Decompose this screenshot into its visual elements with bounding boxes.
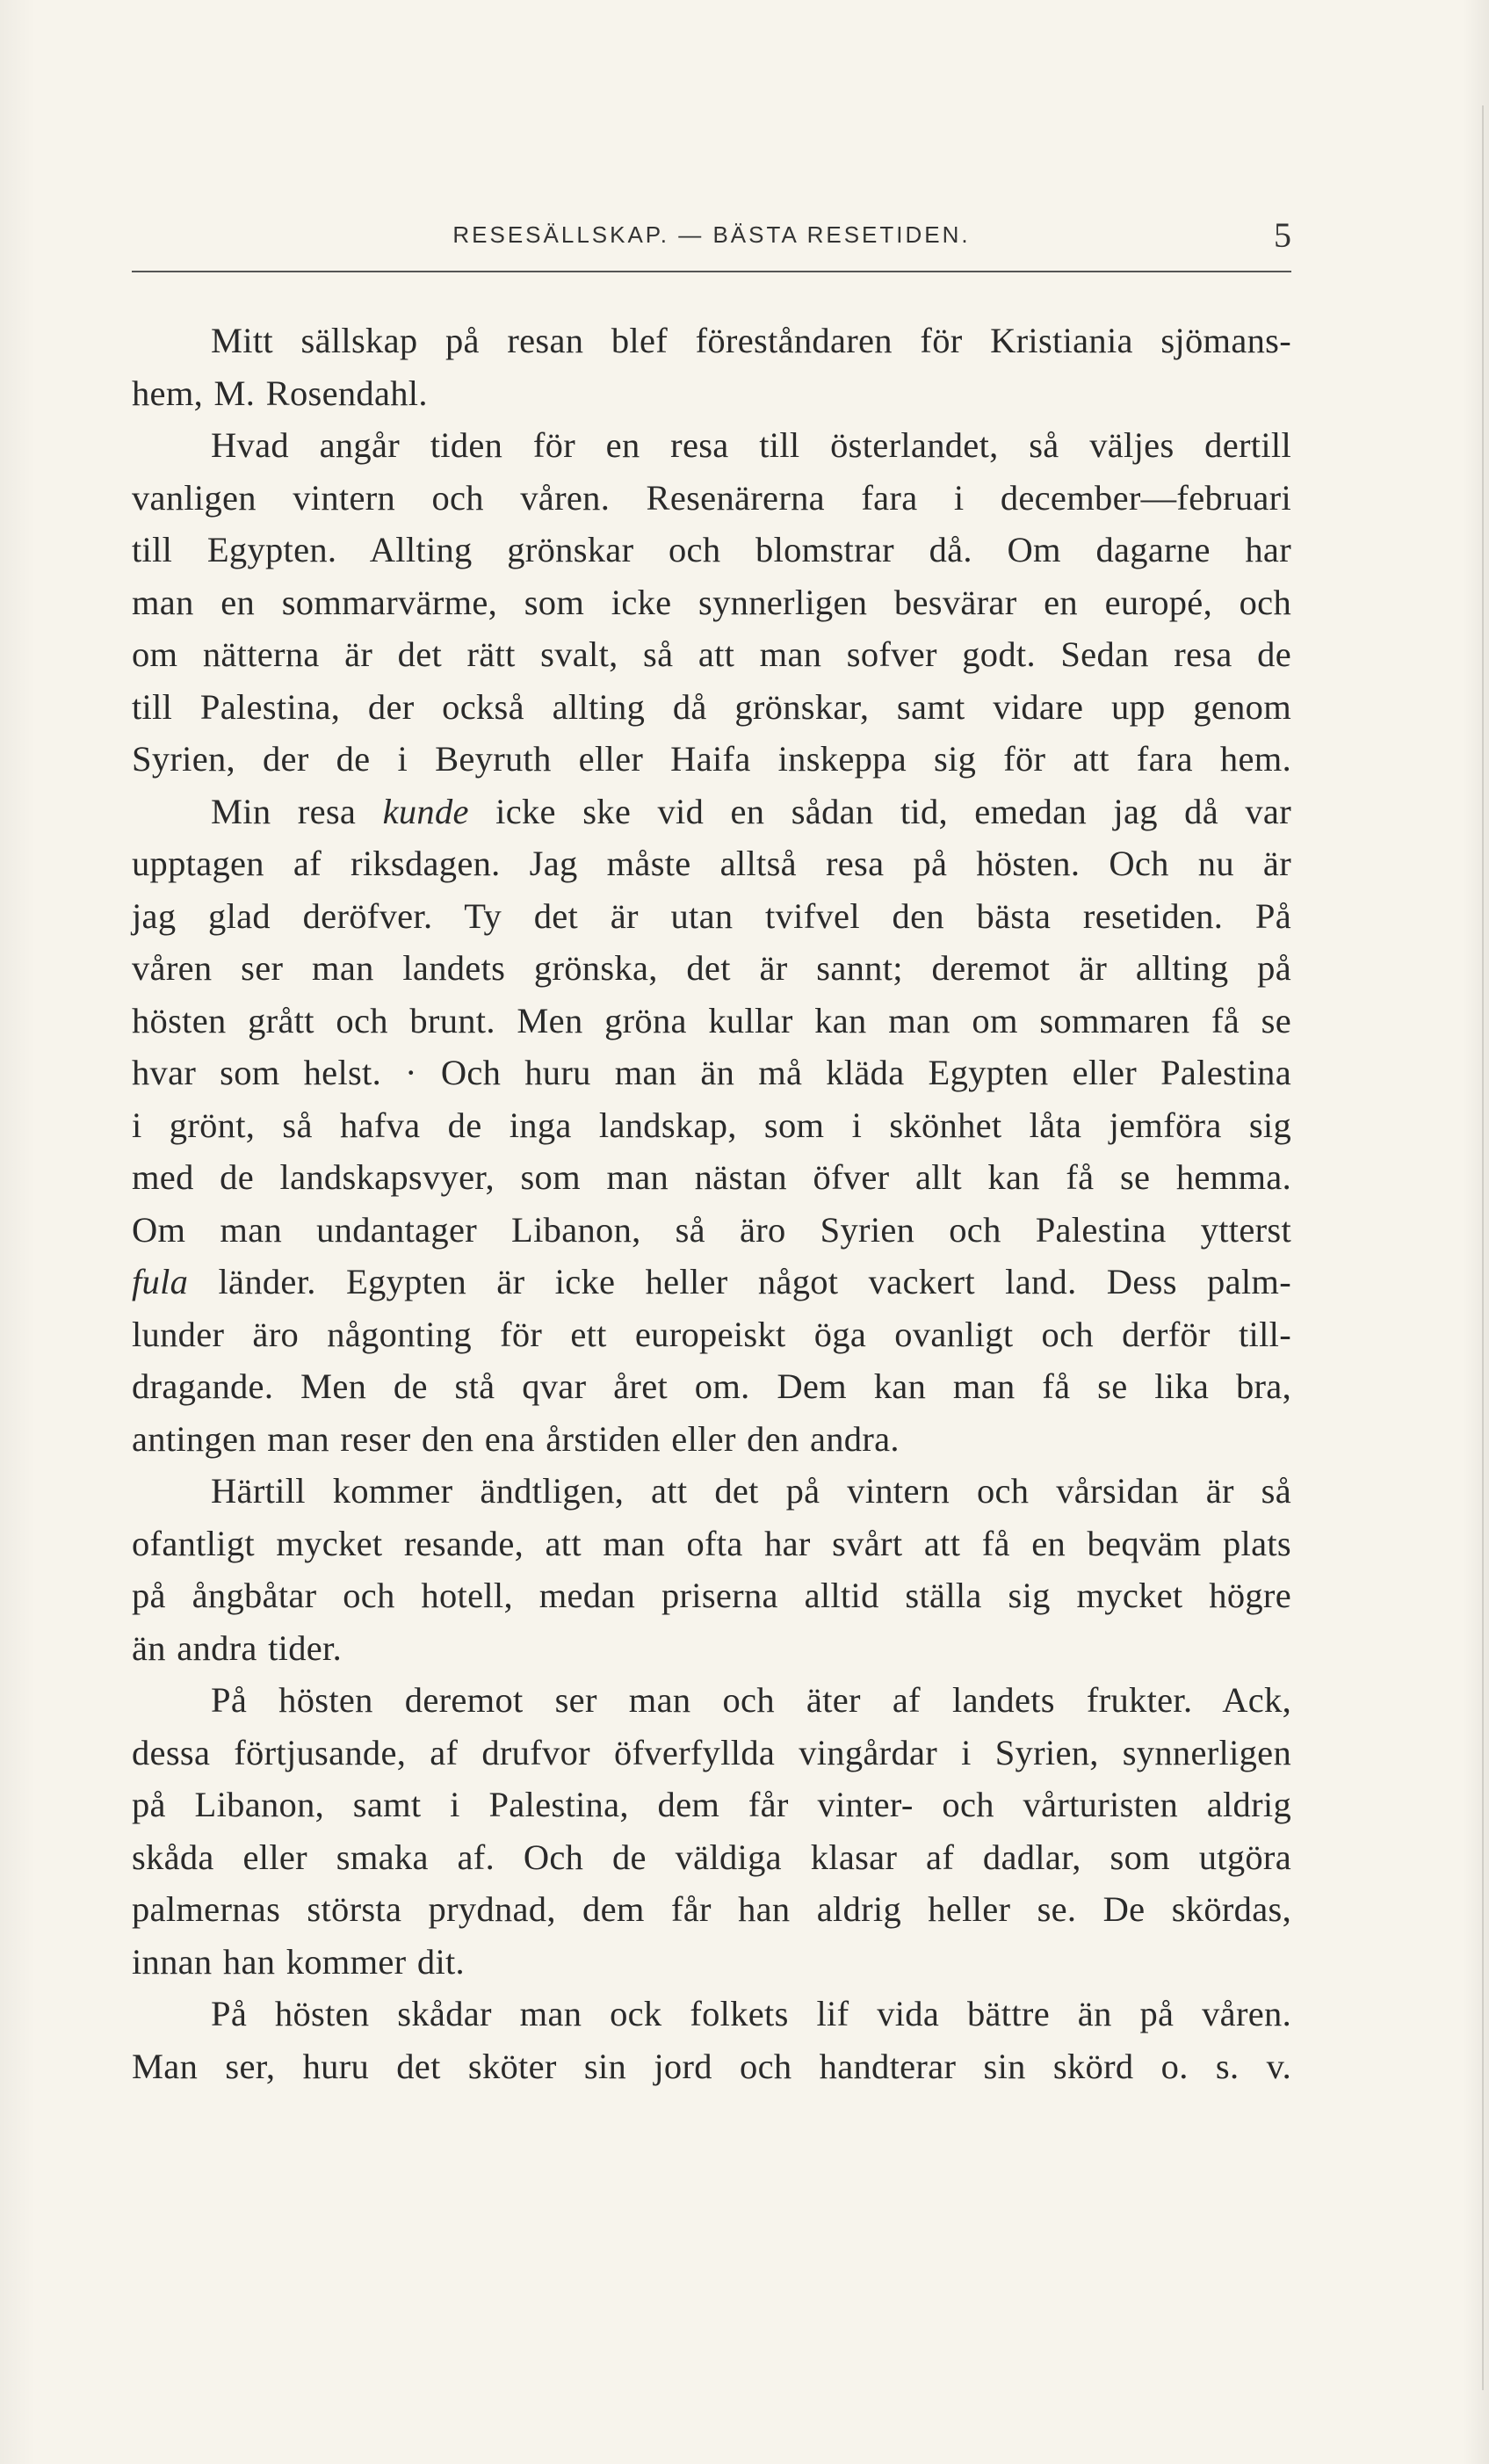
text-line: Mitt sällskap på resan blef föreståndaren för Kristiania sjömans- (211, 321, 1291, 360)
text-line: man en sommarvärme, som icke synnerligen besvärar en europé, och (132, 582, 1291, 622)
text-segment: Min resa (211, 791, 383, 831)
text-line: skåda eller smaka af. Och de väldiga klasar af dadlar, som utgöra (132, 1837, 1291, 1877)
text-line (132, 1256, 1291, 1308)
text-line: Man ser, huru det sköter sin jord och handterar sin skörd o. s. v. (132, 2046, 1291, 2086)
text-line: Hvad angår tiden för en resa till österlandet, så väljes dertill (211, 425, 1291, 465)
text-line: hvar som helst. · Och huru man än må kläda Egypten eller Palestina (132, 1053, 1291, 1092)
text-line: på ångbåtar och hotell, medan priserna alltid ställa sig mycket högre (132, 1576, 1291, 1615)
text-line: med de landskapsvyer, som man nästan öfver allt kan få se hemma. (132, 1157, 1291, 1197)
text-line: dragande. Men de stå qvar året om. Dem kan man få se lika bra, (132, 1366, 1291, 1406)
text-line: Syrien, der de i Beyruth eller Haifa inskeppa sig för att fara hem. (132, 739, 1291, 779)
text-line: i grönt, så hafva de inga landskap, som i skönhet låta jemföra sig (132, 1105, 1291, 1145)
text-line: ofantligt mycket resande, att man ofta har svårt att få en beqväm plats (132, 1523, 1291, 1563)
text-line: vanligen vintern och våren. Resenärerna fara i december—februari (132, 477, 1291, 518)
text-line: innan han kommer dit. (132, 1941, 465, 1982)
text-segment: icke ske vid en sådan tid, emedan jag då var (468, 791, 1291, 831)
text-line: palmernas största prydnad, dem får han aldrig heller se. De skördas, (132, 1889, 1291, 1929)
text-segment: länder. Egypten är icke heller något vackert land. Dess palm- (188, 1262, 1291, 1301)
text-line (132, 786, 1291, 838)
body-text (132, 315, 1291, 2092)
italic-text: fula (132, 1262, 189, 1301)
text-line: till Egypten. Allting grönskar och blomstrar då. Om dagarne har (132, 530, 1291, 569)
text-line: På hösten skådar man ock folkets lif vida bättre än på våren. (211, 1994, 1291, 2033)
text-line: Härtill kommer ändtligen, att det på vintern och vårsidan är så (211, 1471, 1291, 1511)
header-rule (132, 271, 1291, 272)
text-line: om nätterna är det rätt svalt, så att man sofver godt. Sedan resa de (132, 634, 1291, 674)
text-line: våren ser man landets grönska, det är sannt; deremot är allting på (132, 948, 1291, 988)
text-line: Om man undantager Libanon, så äro Syrien och Palestina ytterst (132, 1209, 1291, 1250)
running-head (132, 209, 1291, 271)
text-line: än andra tider. (132, 1627, 343, 1668)
text-line: antingen man reser den ena årstiden eller den andra. (132, 1418, 900, 1459)
text-line: jag glad deröfver. Ty det är utan tvifvel den bästa resetiden. På (132, 895, 1291, 936)
text-line: På hösten deremot ser man och äter af landets frukter. Ack, (211, 1680, 1291, 1720)
italic-text: kunde (382, 791, 469, 831)
text-line: till Palestina, der också allting då grönskar, samt vidare upp genom (132, 686, 1291, 727)
text-line: hösten grått och brunt. Men gröna kullar kan man om sommaren få se (132, 1000, 1291, 1040)
text-line: på Libanon, samt i Palestina, dem får vinter- och vårturisten aldrig (132, 1785, 1291, 1824)
text-line: dessa förtjusande, af drufvor öfverfyllda vingårdar i Syrien, synnerligen (132, 1732, 1291, 1772)
page-number: 5 (1274, 215, 1291, 255)
text-line: upptagen af riksdagen. Jag måste alltså resa på hösten. Och nu är (132, 844, 1291, 883)
text-line: lunder äro någonting för ett europeiskt öga ovanligt och derför till- (132, 1314, 1291, 1354)
text-line: hem, M. Rosendahl. (132, 373, 428, 413)
page-edge-shadow (1482, 105, 1484, 2390)
running-title: RESESÄLLSKAP. — BÄSTA RESETIDEN. (452, 221, 971, 248)
